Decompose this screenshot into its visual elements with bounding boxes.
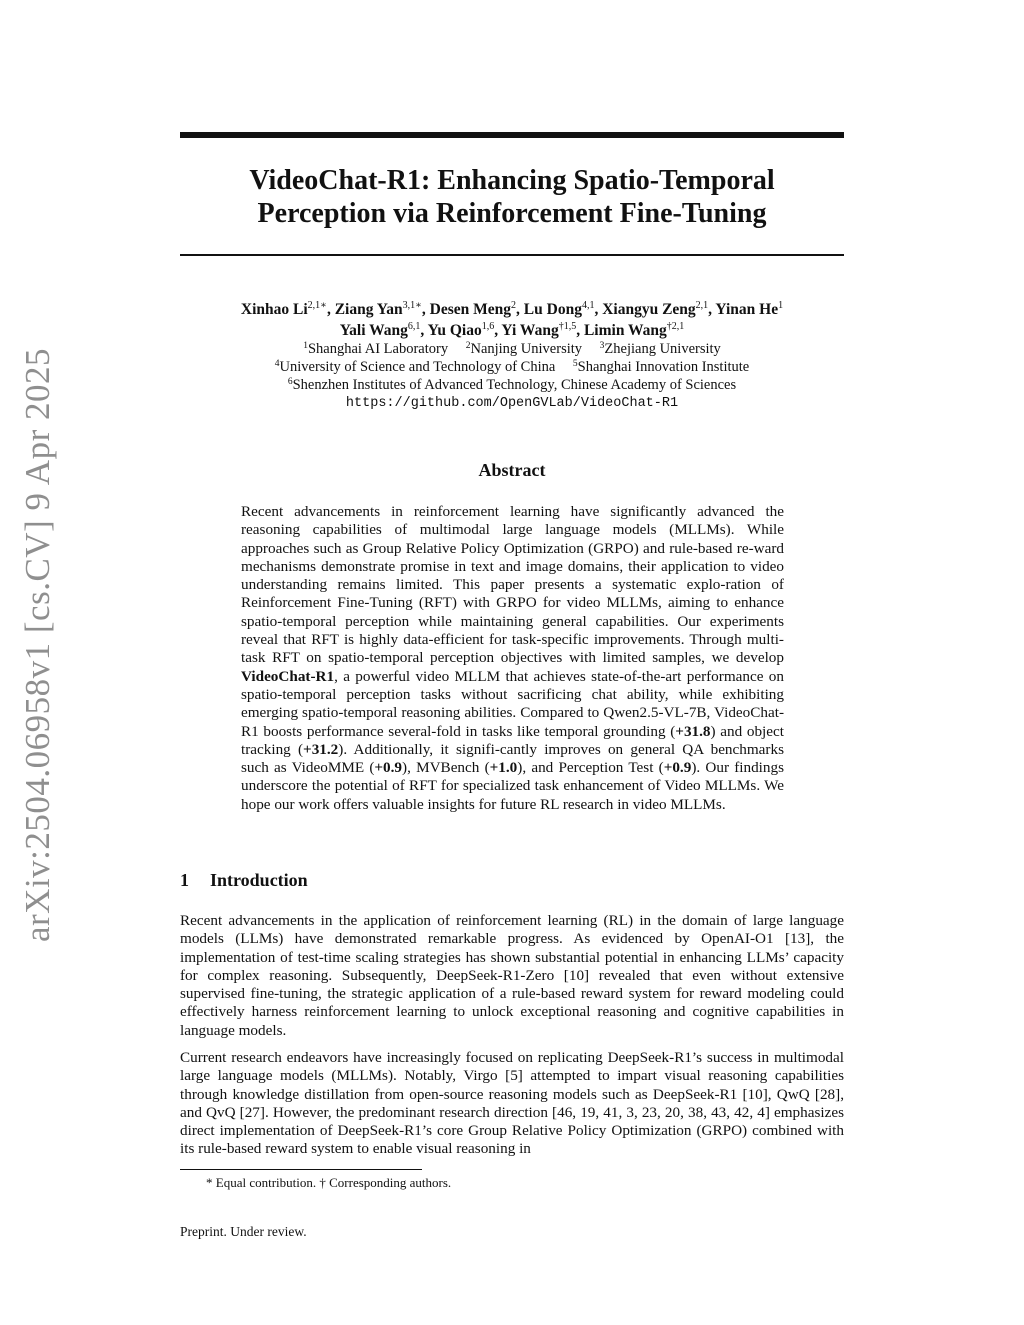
footnote-rule — [180, 1169, 422, 1170]
affiliation: Nanjing University — [470, 341, 583, 357]
author-affiliation-mark: 2 — [511, 300, 517, 311]
project-url[interactable]: https://github.com/OpenGVLab/VideoChat-R1 — [345, 396, 679, 411]
affiliation: Shanghai Innovation Institute — [577, 359, 750, 375]
author-name: Yinan He — [715, 301, 779, 318]
author-affiliation-mark: 4,1 — [581, 300, 595, 311]
affiliation-line-2 — [160, 358, 864, 376]
metric-value: +31.8 — [675, 722, 711, 740]
author-affiliation-mark: 3,1∗ — [402, 300, 422, 311]
author-name: Yu Qiao — [427, 322, 482, 339]
paper-title — [180, 164, 844, 230]
affiliation-line-3 — [160, 376, 864, 394]
author-name: Desen Meng — [429, 301, 512, 318]
author-name: Yali Wang — [339, 322, 408, 339]
author-list — [160, 299, 864, 341]
abstract-body — [241, 503, 784, 814]
affiliation-mark: 4 — [274, 359, 280, 369]
author-affiliation-mark: †2,1 — [666, 321, 685, 332]
author-affiliation-mark: †1,5 — [558, 321, 577, 332]
author-separator: , — [516, 301, 524, 318]
preprint-note: Preprint. Under review. — [180, 1224, 307, 1239]
title-top-rule — [180, 132, 844, 138]
model-name: VideoChat-R1 — [241, 667, 335, 685]
body-paragraph: Recent advancements in the application of reinforcement learning (RL) in the domain of large language models (LLMs) have demonstrated remarkable progress. As evidenced by OpenAI-O1 [13], the implementation of test-time scaling strategies has shown substantial potential in enhancing LLMs’ capacity for complex reasoning. Subsequently, DeepSeek-R1-Zero [10] revealed that even without extensive supervised fine-tuning, the strategic application of a rule-based reward system for reward modeling could effectively harness reinforcement learning to unlock exceptional reasoning and cognitive capabilities in language models. — [180, 912, 844, 1039]
affiliation-mark: 1 — [303, 341, 308, 351]
title-line-1: VideoChat-R1: Enhancing Spatio-Temporal — [249, 165, 775, 196]
author-separator: , — [326, 301, 335, 318]
affiliation: Zhejiang University — [604, 341, 721, 357]
affiliation-mark: 5 — [572, 359, 578, 369]
abstract-text: ), and Perception Test ( — [517, 759, 664, 777]
abstract-text: ). Additionally, it signifi-cantly improves on general QA benchmarks such as VideoMME ( — [241, 740, 784, 777]
author-name: Lu Dong — [523, 301, 582, 318]
section-number: 1 — [180, 870, 189, 890]
title-bottom-rule — [180, 254, 844, 256]
author-name: Xiangyu Zeng — [602, 301, 696, 318]
author-separator: , — [708, 301, 716, 318]
body-paragraph: Current research endeavors have increasingly focused on replicating DeepSeek-R1’s success in multimodal large language models (MLLMs). Notably, Virgo [5] attempted to impart visual reasoning capabilities through knowledge distillation from open-source reasoning models such as DeepSeek-R1 [10], QwQ [28], and QvQ [27]. However, the predominant research direction [46, 19, 41, 3, 23, 20, 38, 43, 42, 4] emphasizes direct implementation of DeepSeek-R1’s core Group Relative Policy Optimization (GRPO) combined with its rule-based reward system to enable visual reasoning in — [180, 1049, 844, 1158]
section-title: Introduction — [210, 870, 308, 890]
author-separator: , — [420, 322, 428, 339]
title-line-2: Perception via Reinforcement Fine-Tuning — [257, 198, 767, 229]
abstract-text: ) and object tracking ( — [241, 722, 784, 758]
footnote: * Equal contribution. † Corresponding authors. — [206, 1175, 452, 1190]
author-affiliation-mark: 1,6 — [481, 321, 495, 332]
metric-value: +1.0 — [489, 759, 518, 777]
metric-value: +31.2 — [303, 740, 339, 758]
affiliation: Shanghai AI Laboratory — [307, 341, 449, 357]
author-name: Yi Wang — [501, 322, 559, 339]
abstract-text: , a powerful video MLLM that achieves state-of-the-art performance on spatio-temporal perception tasks without sacrificing chat ability, while exhibiting emerging spatio-temporal reasoning abilities. Compared to Qwen2.5-VL-7B, VideoChat-R1 boosts performance several-fold in tasks like temporal grounding ( — [241, 667, 784, 740]
affiliation: University of Science and Technology of China — [279, 359, 556, 375]
author-name: Xinhao Li — [240, 301, 308, 318]
affiliation-mark: 3 — [599, 341, 605, 351]
arxiv-identifier: arXiv:2504.06958v1 [cs.CV] 9 Apr 2025 — [18, 347, 57, 943]
author-name: Limin Wang — [583, 322, 667, 339]
author-separator: , — [494, 322, 502, 339]
abstract-text: ), MVBench ( — [402, 759, 490, 777]
abstract-text: Recent advancements in reinforcement learning have significantly advanced the reasoning capabilities of multimodal large language models (MLLMs). While approaches such as Group Relative Policy Optimization (GRPO) and rule-based re-ward mechanisms demonstrate promise in text and image domains, their application to video understanding remains limited. This paper presents a systematic explo-ration of Reinforcement Fine-Tuning (RFT) with GRPO for video MLLMs, aiming to enhance spatio-temporal perception while maintaining general capabilities. Our experiments reveal that RFT is highly data-efficient for task-specific improvements. Through multi-task RFT on spatio-temporal perception objectives with limited samples, we develop — [241, 503, 784, 667]
affiliation-line-1 — [160, 340, 864, 358]
author-separator: , — [594, 301, 603, 318]
author-affiliation-mark: 6,1 — [407, 321, 421, 332]
affiliation-mark: 6 — [287, 377, 293, 387]
author-line-1 — [160, 299, 864, 320]
section-heading — [180, 870, 308, 891]
affiliation-mark: 2 — [465, 341, 471, 351]
author-name: Ziang Yan — [334, 301, 403, 318]
metric-value: +0.9 — [374, 759, 403, 777]
abstract-text: ). Our findings underscore the potential of RFT for specialized task enhancement of Video MLLMs. We hope our work offers valuable insights for future RL research in video MLLMs. — [241, 759, 784, 813]
affiliation: Shenzhen Institutes of Advanced Technology, Chinese Academy of Sciences — [292, 377, 737, 393]
author-affiliation-mark: 2,1∗ — [307, 300, 327, 311]
author-line-2 — [160, 320, 864, 341]
author-separator: , — [576, 322, 584, 339]
author-affiliation-mark: 1 — [778, 300, 784, 311]
abstract-heading: Abstract — [478, 460, 546, 480]
author-affiliation-mark: 2,1 — [695, 300, 709, 311]
author-separator: , — [421, 301, 430, 318]
metric-value: +0.9 — [663, 759, 692, 777]
